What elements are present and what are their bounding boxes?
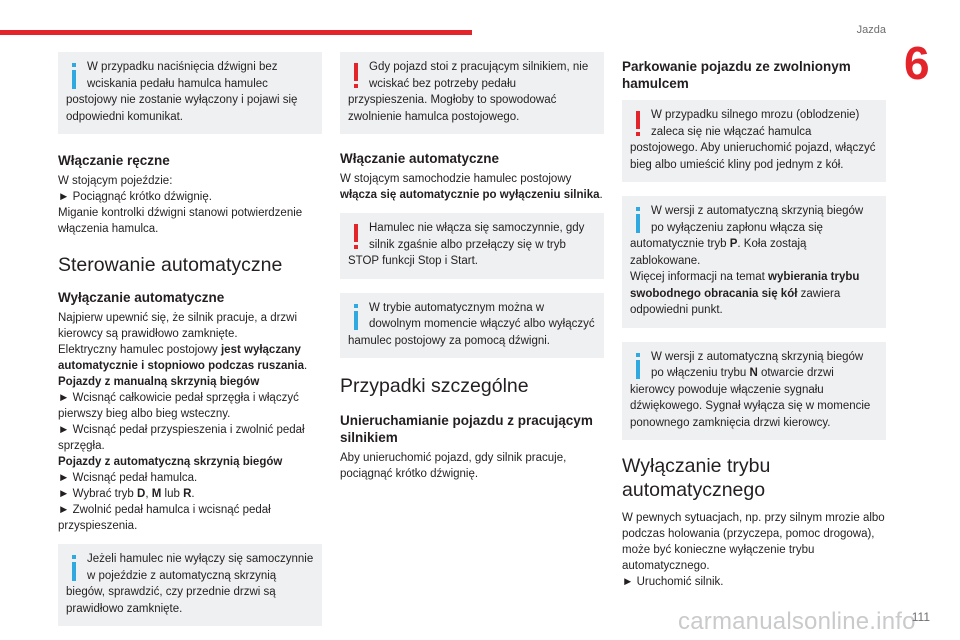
bold-span: wybierania trybu swobodnego obracania się kół bbox=[630, 271, 860, 300]
text-span: Elektryczny hamulec postojowy bbox=[58, 344, 221, 356]
column-2 bbox=[340, 52, 604, 482]
heading-disable-automatic: Wyłączanie trybu automatycznego bbox=[622, 455, 771, 501]
bold-span: M bbox=[151, 488, 162, 500]
disable-automatic-text bbox=[622, 510, 886, 590]
bold-span: D bbox=[137, 488, 146, 500]
chapter-number: 6 bbox=[904, 37, 930, 89]
text-line: W pewnych sytuacjach, np. przy silnym mrozie albo podczas holowania (przyczepa, pomoc drogowa), może być konieczne wyłączenie trybu automatycznego. bbox=[622, 512, 885, 572]
text-span: otwarcie drzwi kierowcy powoduje włączenie sygnału dźwiękowego. Sygnał wyłącza się w momencie ponownego zamknięcia drzwi kierowcy. bbox=[630, 367, 871, 429]
info-note bbox=[58, 52, 322, 134]
text-span: ► Wybrać tryb bbox=[58, 488, 138, 500]
note-text bbox=[630, 349, 878, 432]
note-text: Hamulec nie włącza się samoczynnie, gdy silnik zgaśnie albo przełączy się w tryb STOP funkcji Stop i Start. bbox=[348, 222, 585, 267]
subheading-manual-gearbox: Pojazdy z manualną skrzynią biegów bbox=[58, 376, 260, 388]
text-span: . bbox=[191, 488, 195, 500]
header-accent-bar bbox=[0, 30, 472, 35]
text-line: ► Pociągnąć krótko dźwignię. bbox=[58, 191, 212, 203]
text-span: lub bbox=[161, 488, 184, 500]
bold-span: R bbox=[183, 488, 192, 500]
bold-span: włącza się automatycznie po wyłączeniu silnika bbox=[340, 189, 600, 201]
warning-note bbox=[340, 213, 604, 279]
text-line: ► Wcisnąć całkowicie pedał sprzęgła i włączyć pierwszy bieg albo bieg wsteczny. bbox=[58, 392, 299, 420]
column-3 bbox=[622, 52, 886, 590]
info-note bbox=[340, 293, 604, 359]
note-text: Jeżeli hamulec nie wyłączy się samoczynnie w pojeździe z automatyczną skrzynią biegów, sprawdzić, czy przednie drzwi są prawidłowo zamknięte. bbox=[66, 553, 314, 615]
info-icon bbox=[632, 207, 644, 233]
page-number: 111 bbox=[911, 610, 930, 624]
warning-note bbox=[340, 52, 604, 134]
warning-icon bbox=[350, 224, 362, 250]
info-icon bbox=[632, 353, 644, 379]
watermark-text: carmanualsonline.info bbox=[678, 608, 916, 635]
bold-span: jest wyłączany automatycznie i stopniowo podczas ruszania bbox=[58, 344, 305, 372]
text-span: W wersji z automatyczną skrzynią biegów po wyłączeniu zapłonu włącza się automatycznie tryb bbox=[630, 205, 864, 250]
text-line: Miganie kontrolki dźwigni stanowi potwierdzenie włączenia hamulca. bbox=[58, 207, 303, 235]
heading-automatic-control: Sterowanie automatyczne bbox=[58, 254, 283, 276]
warning-icon bbox=[350, 63, 362, 89]
bold-span: P bbox=[729, 238, 738, 250]
note-text: Gdy pojazd stoi z pracującym silnikiem, nie wciskać bez potrzeby pedału przyspieszenia. Mogłoby to spowodować zwolnienie hamulca postojowego. bbox=[348, 61, 589, 123]
text-span: W stojącym samochodzie hamulec postojowy bbox=[340, 173, 572, 185]
heading-automatic-release: Wyłączanie automatyczne bbox=[58, 290, 225, 305]
note-text: W trybie automatycznym można w dowolnym momencie włączyć albo wyłączyć hamulec postojowy za pomocą dźwigni. bbox=[348, 301, 595, 347]
note-text: W przypadku naciśnięcia dźwigni bez wciskania pedału hamulca hamulec postojowy nie zostanie wyłączony i pojawi się odpowiedni komunikat. bbox=[66, 61, 298, 123]
column-1 bbox=[58, 52, 322, 640]
info-icon bbox=[68, 63, 80, 89]
text-span: zawiera odpowiedni punkt. bbox=[630, 287, 841, 316]
note-text bbox=[630, 203, 878, 319]
text-line: ► Uruchomić silnik. bbox=[622, 576, 724, 588]
manual-engage-text bbox=[58, 173, 322, 237]
warning-icon bbox=[632, 111, 644, 137]
text-line bbox=[58, 342, 322, 374]
heading-automatic-engage: Włączanie automatyczne bbox=[340, 151, 500, 166]
heading-immobilise-running: Unieruchamianie pojazdu z pracującym silnikiem bbox=[340, 413, 593, 445]
immobilise-running-text: Aby unieruchomić pojazd, gdy silnik pracuje, pociągnąć krótko dźwignię. bbox=[340, 452, 567, 480]
section-title: Jazda bbox=[856, 24, 886, 36]
text-line: ► Wcisnąć pedał przyspieszenia i zwolnić pedał sprzęgła. bbox=[58, 424, 305, 452]
text-span: W wersji z automatyczną skrzynią biegów po włączeniu trybu bbox=[651, 350, 864, 379]
text-span: . bbox=[599, 189, 603, 201]
text-span: . Koła zostają zablokowane. bbox=[630, 238, 807, 267]
text-line bbox=[58, 486, 322, 502]
info-note bbox=[58, 544, 322, 626]
text-line: ► Wcisnąć pedał hamulca. bbox=[58, 472, 198, 484]
note-text: W przypadku silnego mrozu (oblodzenie) zaleca się nie włączać hamulca postojowego. Aby unieruchomić pojazd, włączyć bieg albo umieścić kliny pod jednym z kół. bbox=[630, 109, 876, 171]
text-span: Więcej informacji na temat bbox=[630, 271, 769, 283]
info-icon bbox=[68, 555, 80, 581]
text-line: ► Zwolnić pedał hamulca i wcisnąć pedał przyspieszenia. bbox=[58, 504, 271, 532]
info-note bbox=[622, 196, 886, 328]
automatic-release-text bbox=[58, 310, 322, 534]
text-line: W stojącym pojeździe: bbox=[58, 175, 173, 187]
text-span: , bbox=[145, 488, 152, 500]
bold-span: N bbox=[749, 367, 758, 379]
heading-parking-released: Parkowanie pojazdu ze zwolnionym hamulcem bbox=[622, 59, 851, 91]
text-span: . bbox=[304, 360, 308, 372]
info-note bbox=[622, 342, 886, 441]
automatic-engage-text bbox=[340, 171, 604, 203]
warning-note bbox=[622, 100, 886, 182]
heading-special-cases: Przypadki szczególne bbox=[340, 375, 529, 397]
subheading-automatic-gearbox: Pojazdy z automatyczną skrzynią biegów bbox=[58, 456, 283, 468]
info-icon bbox=[350, 304, 362, 330]
text-line: Najpierw upewnić się, że silnik pracuje, a drzwi kierowcy są prawidłowo zamknięte. bbox=[58, 312, 298, 340]
heading-manual-engage: Włączanie ręczne bbox=[58, 153, 170, 168]
